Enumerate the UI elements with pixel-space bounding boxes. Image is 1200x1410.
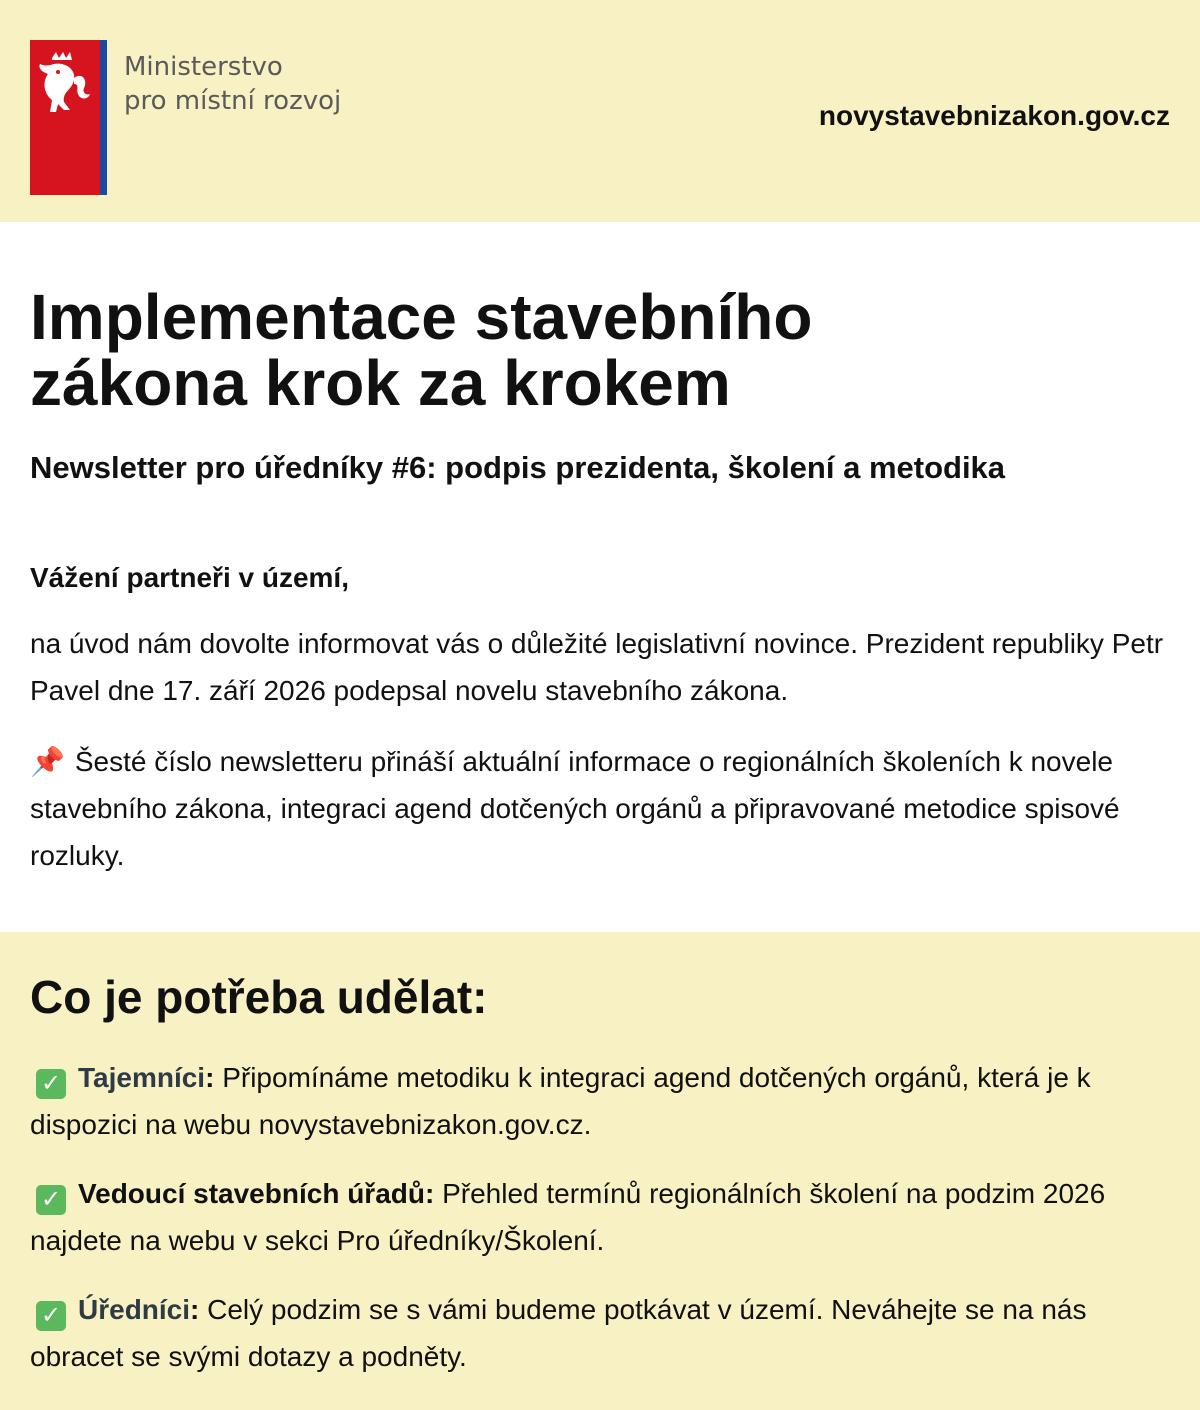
intro-paragraph: na úvod nám dovolte informovat vás o důležité legislativní novince. Prezident republiky Petr Pavel dne 17. září 2026 podepsal novelu stavebního zákona. [30, 628, 1164, 706]
emblem-blue-stripe [100, 40, 107, 195]
pushpin-icon: 📌 [30, 746, 65, 777]
newsletter-body [0, 222, 1200, 879]
emblem-red-field [30, 40, 100, 195]
todo-section [0, 932, 1200, 1410]
check-mark-icon: ✓ [36, 1301, 66, 1331]
todo-role: Vedoucí stavebních úřadů [78, 1178, 425, 1209]
newsletter-header [0, 0, 1200, 222]
check-mark-icon: ✓ [36, 1185, 66, 1215]
ministry-name-line1: Ministerstvo [124, 52, 283, 82]
role-colon: : [205, 1062, 223, 1093]
czech-lion-emblem-icon [36, 48, 94, 118]
title-line1: Implementace stavebního [30, 281, 813, 353]
ministry-name [124, 50, 341, 118]
newsletter-subtitle: Newsletter pro úředníky #6: podpis prezidenta, školení a metodika [30, 450, 1006, 485]
role-colon: : [190, 1294, 208, 1325]
todo-role: Tajemníci [78, 1062, 206, 1093]
page-title [30, 222, 1170, 419]
site-url-link[interactable]: novystavebnizakon.gov.cz [818, 100, 1170, 131]
title-line2: zákona krok za krokem [30, 347, 731, 419]
highlight-paragraph [30, 738, 1170, 879]
todo-role: Úředníci [78, 1294, 191, 1325]
greeting: Vážení partneři v území, [30, 562, 349, 593]
todo-text: Přehled termínů regionálních školení na podzim 2026 najdete na webu v sekci Pro úředníky/Školení. [30, 1178, 1106, 1256]
todo-text: Celý podzim se s vámi budeme potkávat v území. Neváhejte se na nás obracet se svými dotazy a podněty. [30, 1294, 1087, 1372]
todo-heading: Co je potřeba udělat: [30, 971, 488, 1023]
check-mark-icon: ✓ [36, 1069, 66, 1099]
todo-item-tajemnici [30, 1054, 1170, 1148]
todo-item-vedouci [30, 1170, 1170, 1264]
highlight-text: Šesté číslo newsletteru přináší aktuální informace o regionálních školeních k novele stavebního zákona, integraci agend dotčených orgánů a připravované metodice spisové rozluky. [30, 746, 1120, 871]
ministry-logo [30, 40, 107, 195]
role-colon: : [424, 1178, 443, 1209]
ministry-name-line2: pro místní rozvoj [124, 86, 342, 116]
todo-text: Připomínáme metodiku k integraci agend dotčených orgánů, která je k dispozici na webu novystavebnizakon.gov.cz. [30, 1062, 1091, 1140]
todo-item-urednici [30, 1286, 1170, 1380]
